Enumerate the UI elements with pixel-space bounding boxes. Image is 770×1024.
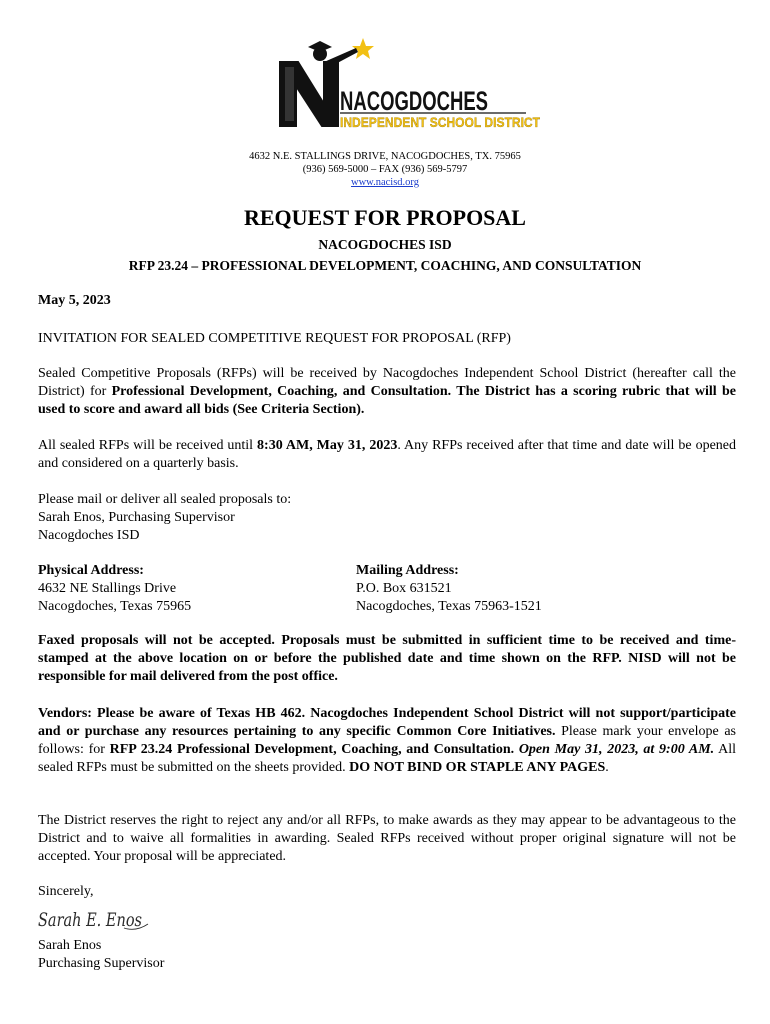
logo-name: NACOGDOCHES xyxy=(340,86,488,116)
paragraph-intro-bold: Professional Development, Coaching, and Consultation. The District has a scoring rubric that will be used to score and award all bids (See Criteria Section). xyxy=(38,384,736,417)
letterhead-address: 4632 N.E. STALLINGS DRIVE, NACOGDOCHES, TX. 75965 xyxy=(249,151,521,162)
signer-title: Purchasing Supervisor xyxy=(38,956,165,971)
signature-script: Sarah E. Enos xyxy=(38,909,143,931)
mailing-address xyxy=(356,562,542,616)
vendors-envelope-text: Please mark your envelope as follows: for xyxy=(38,724,736,757)
mailing-address-heading: Mailing Address: xyxy=(356,563,459,578)
deadline-text: All sealed RFPs will be received until xyxy=(38,438,258,453)
nisd-logo xyxy=(276,34,546,134)
vendors-envelope-label: RFP 23.24 Professional Development, Coaching, and Consultation. xyxy=(109,742,515,757)
mail-to-organization: Nacogdoches ISD xyxy=(38,528,140,543)
logo-tagline: INDEPENDENT SCHOOL DISTRICT xyxy=(340,114,541,130)
mailing-address-line1: P.O. Box 631521 xyxy=(356,581,452,596)
physical-address-heading: Physical Address: xyxy=(38,563,144,578)
rfp-number-line: RFP 23.24 – PROFESSIONAL DEVELOPMENT, COACHING, AND CONSULTATION xyxy=(128,258,642,273)
deadline-text-end: . Any RFPs received after that time and date will be opened and considered on a quarterly basis. xyxy=(38,438,736,471)
document-title: REQUEST FOR PROPOSAL xyxy=(244,205,526,230)
signature xyxy=(36,902,156,936)
mail-to-block xyxy=(38,491,736,545)
letter-date: May 5, 2023 xyxy=(38,293,111,308)
reservation-paragraph: The District reserves the right to reject any and/or all RFPs, to make awards as they may appear to be advantageous to the District and to waive all formalities in awarding. Sealed RFPs received without proper original signature will not be accepted. Your proposal will be appreciated. xyxy=(38,813,736,864)
vendors-sheets-text: All sealed RFPs must be submitted on the sheets provided. xyxy=(38,742,736,775)
physical-address-line1: 4632 NE Stallings Drive xyxy=(38,581,177,596)
mail-to-recipient: Sarah Enos, Purchasing Supervisor xyxy=(38,510,235,525)
vendors-hb462: Vendors: Please be aware of Texas HB 462. Nacogdoches Independent School District will not support/participate and or purchase any resources pertaining to any specific Common Core Initiatives. xyxy=(38,706,736,739)
paragraph-intro-text: Sealed Competitive Proposals (RFPs) will be received by Nacogdoches Independent School District (hereafter call the District) for xyxy=(38,366,736,399)
letterhead xyxy=(0,150,770,189)
vendors-open-date: Open May 31, 2023, at 9:00 AM. xyxy=(514,742,715,757)
paragraph-deadline xyxy=(38,437,736,473)
physical-address xyxy=(38,562,338,616)
graduation-cap-icon xyxy=(308,41,332,52)
mailing-address-line2: Nacogdoches, Texas 75963-1521 xyxy=(356,599,542,614)
mail-to-intro: Please mail or deliver all sealed proposals to: xyxy=(38,492,292,507)
physical-address-line2: Nacogdoches, Texas 75965 xyxy=(38,599,192,614)
closing: Sincerely, xyxy=(38,884,94,899)
signer-name: Sarah Enos xyxy=(38,938,102,953)
letterhead-phone-fax: (936) 569-5000 – FAX (936) 569-5797 xyxy=(302,164,468,175)
vendors-no-bind: DO NOT BIND OR STAPLE ANY PAGES xyxy=(349,760,606,775)
invitation-heading: INVITATION FOR SEALED COMPETITIVE REQUEST FOR PROPOSAL (RFP) xyxy=(38,331,511,346)
signer-block xyxy=(38,937,736,973)
deadline-datetime: 8:30 AM, May 31, 2023 xyxy=(257,438,398,453)
vendors-notice: Vendors: Please be aware of Texas HB 462. Nacogdoches Independent School District will not support/participate and or purchase any resources pertaining to any specific Common Core Initiatives. Please mark your envelope as follows: for RFP 23.24 Professional Development, Coaching, and Consultation. Open May 31, 2023, at 9:00 AM. All sealed RFPs must be submitted on the sheets provided. DO NOT BIND OR STAPLE ANY PAGES. xyxy=(38,706,736,775)
district-name: NACOGDOCHES ISD xyxy=(318,237,452,252)
website-link[interactable]: www.nacisd.org xyxy=(351,177,419,188)
paragraph-intro xyxy=(38,365,736,419)
fax-notice: Faxed proposals will not be accepted. Proposals must be submitted in sufficient time to be received and time-stamped at the above location on or before the published date and time shown on the RFP. NISD will not be responsible for mail delivered from the post office. xyxy=(38,633,736,684)
